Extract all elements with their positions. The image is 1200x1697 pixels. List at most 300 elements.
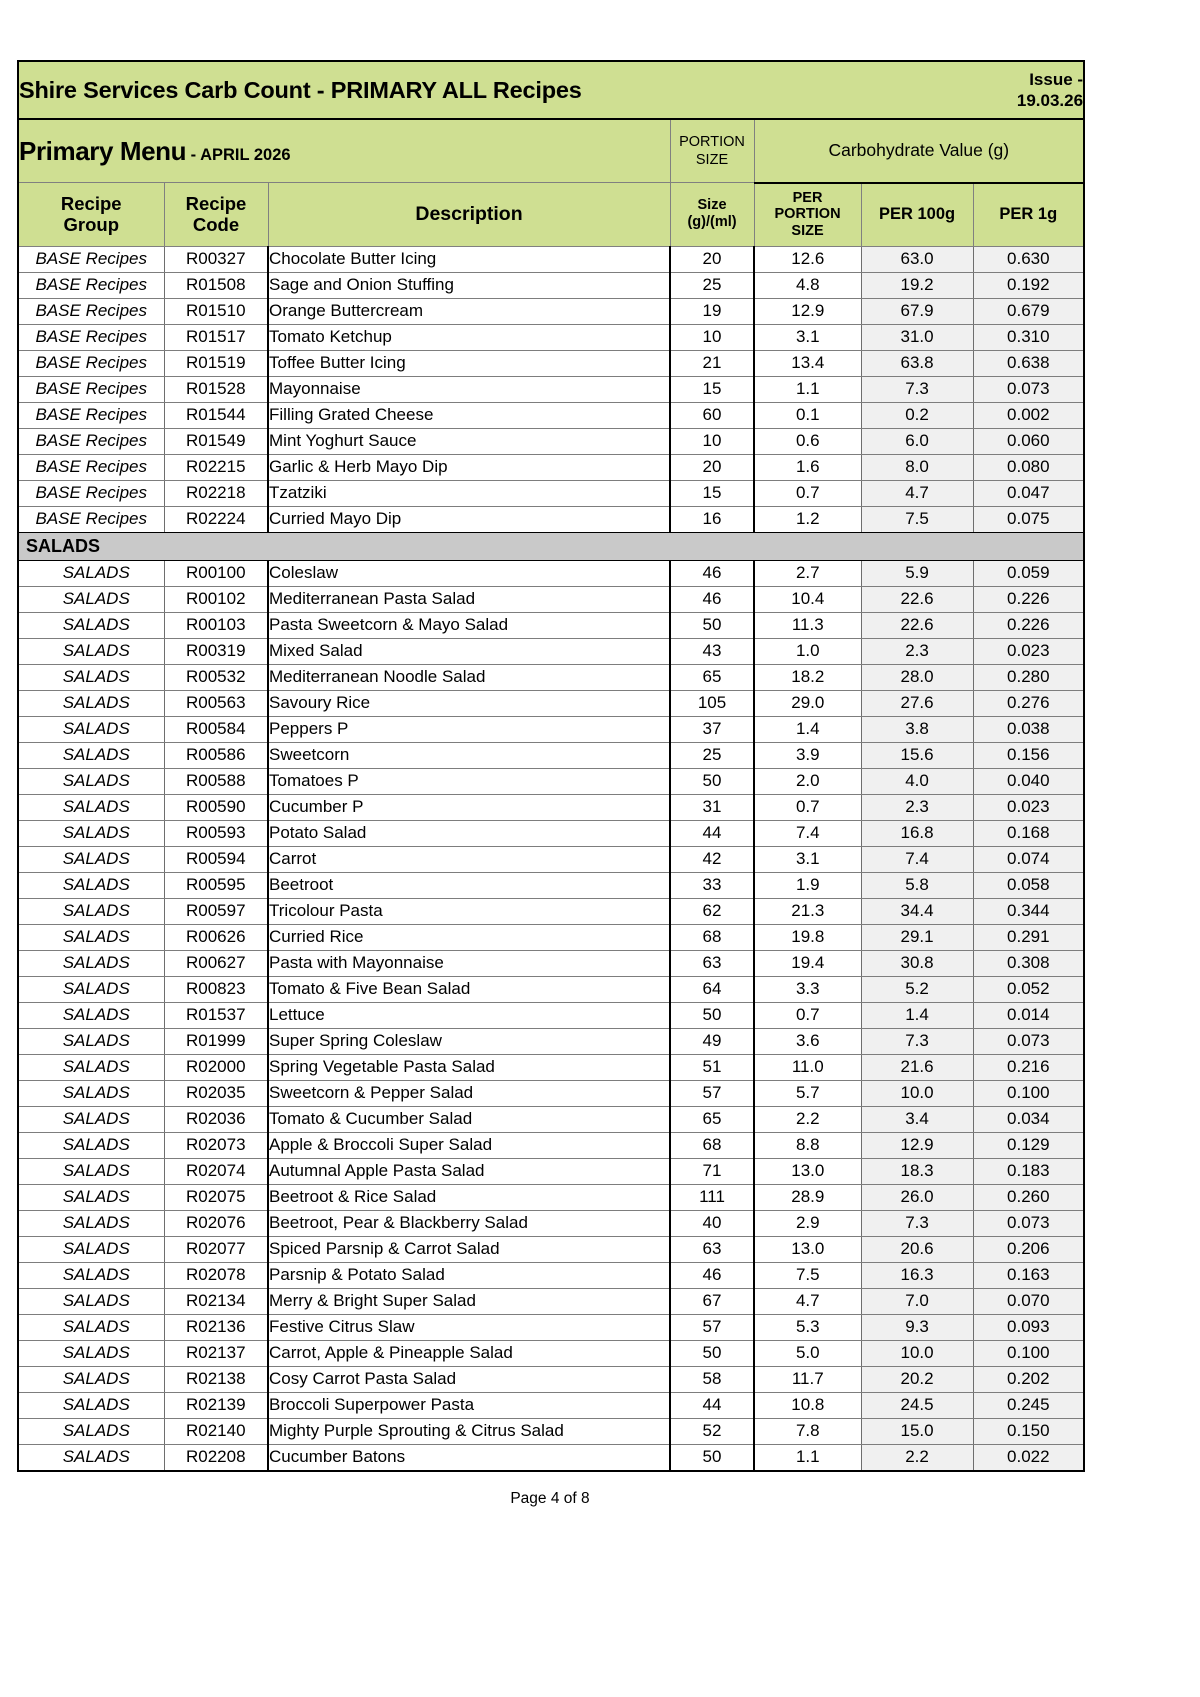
- cell-size: 19: [670, 298, 754, 324]
- cell-recipe-code: R02134: [164, 1288, 268, 1314]
- cell-per-100g: 9.3: [861, 1314, 973, 1340]
- cell-recipe-code: R00532: [164, 664, 268, 690]
- cell-recipe-group: SALADS: [18, 1158, 164, 1184]
- cell-recipe-code: R00823: [164, 976, 268, 1002]
- cell-description: Carrot: [268, 846, 670, 872]
- table-row: [18, 1236, 1084, 1262]
- cell-per-100g: 15.0: [861, 1418, 973, 1444]
- cell-per-1g: 0.059: [973, 560, 1084, 586]
- cell-size: 60: [670, 402, 754, 428]
- cell-size: 15: [670, 376, 754, 402]
- table-row: [18, 1054, 1084, 1080]
- cell-per-1g: 0.074: [973, 846, 1084, 872]
- column-header-row: [18, 183, 1084, 247]
- cell-recipe-group: SALADS: [18, 872, 164, 898]
- cell-per-1g: 0.638: [973, 350, 1084, 376]
- cell-per-portion-size: 1.6: [754, 454, 861, 480]
- cell-per-portion-size: 13.0: [754, 1158, 861, 1184]
- table-body: [18, 246, 1084, 1471]
- cell-per-100g: 4.0: [861, 768, 973, 794]
- cell-recipe-code: R02000: [164, 1054, 268, 1080]
- cell-per-100g: 28.0: [861, 664, 973, 690]
- col-per-portion-size: PER PORTION SIZE: [754, 183, 861, 247]
- cell-per-portion-size: 1.1: [754, 376, 861, 402]
- portion-size-header: [670, 119, 754, 183]
- col-per-1g: PER 1g: [973, 183, 1084, 247]
- cell-recipe-code: R02215: [164, 454, 268, 480]
- cell-per-1g: 0.192: [973, 272, 1084, 298]
- cell-recipe-group: SALADS: [18, 1028, 164, 1054]
- title-row: [18, 61, 1084, 119]
- cell-recipe-code: R00100: [164, 560, 268, 586]
- cell-recipe-group: SALADS: [18, 1080, 164, 1106]
- table-row: [18, 1392, 1084, 1418]
- cell-per-portion-size: 4.7: [754, 1288, 861, 1314]
- issue-block: [754, 61, 1084, 119]
- cell-per-1g: 0.206: [973, 1236, 1084, 1262]
- cell-per-portion-size: 12.9: [754, 298, 861, 324]
- cell-description: Mixed Salad: [268, 638, 670, 664]
- col-per-100g: PER 100g: [861, 183, 973, 247]
- cell-size: 15: [670, 480, 754, 506]
- cell-recipe-group: SALADS: [18, 1366, 164, 1392]
- table-row: [18, 924, 1084, 950]
- cell-recipe-code: R02208: [164, 1444, 268, 1471]
- cell-description: Tomato & Cucumber Salad: [268, 1106, 670, 1132]
- cell-per-100g: 3.8: [861, 716, 973, 742]
- table-row: [18, 272, 1084, 298]
- cell-per-100g: 4.7: [861, 480, 973, 506]
- cell-per-portion-size: 3.1: [754, 324, 861, 350]
- table-row: [18, 586, 1084, 612]
- cell-per-100g: 2.3: [861, 794, 973, 820]
- cell-size: 46: [670, 586, 754, 612]
- table-row: [18, 1210, 1084, 1236]
- cell-per-1g: 0.280: [973, 664, 1084, 690]
- cell-recipe-code: R01508: [164, 272, 268, 298]
- col-recipe-code: Recipe Code: [164, 183, 268, 247]
- cell-recipe-code: R02077: [164, 1236, 268, 1262]
- cell-recipe-code: R00584: [164, 716, 268, 742]
- cell-per-portion-size: 0.7: [754, 1002, 861, 1028]
- cell-per-portion-size: 13.0: [754, 1236, 861, 1262]
- cell-per-1g: 0.100: [973, 1080, 1084, 1106]
- cell-recipe-code: R01528: [164, 376, 268, 402]
- page-footer: Page 4 of 8: [510, 1489, 590, 1507]
- cell-per-100g: 18.3: [861, 1158, 973, 1184]
- table-row: [18, 1002, 1084, 1028]
- cell-per-portion-size: 3.9: [754, 742, 861, 768]
- table-row: [18, 560, 1084, 586]
- cell-description: Parsnip & Potato Salad: [268, 1262, 670, 1288]
- cell-description: Savoury Rice: [268, 690, 670, 716]
- cell-recipe-code: R02218: [164, 480, 268, 506]
- cell-per-1g: 0.022: [973, 1444, 1084, 1471]
- cell-size: 57: [670, 1080, 754, 1106]
- table-row: [18, 1184, 1084, 1210]
- cell-per-100g: 16.8: [861, 820, 973, 846]
- cell-description: Sweetcorn: [268, 742, 670, 768]
- cell-size: 44: [670, 820, 754, 846]
- table-row: [18, 1418, 1084, 1444]
- cell-per-100g: 63.0: [861, 246, 973, 272]
- cell-per-portion-size: 7.8: [754, 1418, 861, 1444]
- cell-per-100g: 22.6: [861, 586, 973, 612]
- carb-count-table: [17, 60, 1085, 1472]
- cell-size: 46: [670, 1262, 754, 1288]
- cell-recipe-code: R00593: [164, 820, 268, 846]
- cell-size: 40: [670, 1210, 754, 1236]
- cell-size: 37: [670, 716, 754, 742]
- cell-description: Curried Rice: [268, 924, 670, 950]
- cell-per-portion-size: 18.2: [754, 664, 861, 690]
- cell-per-1g: 0.226: [973, 586, 1084, 612]
- cell-recipe-code: R01537: [164, 1002, 268, 1028]
- cell-per-portion-size: 0.1: [754, 402, 861, 428]
- cell-recipe-code: R02073: [164, 1132, 268, 1158]
- cell-size: 71: [670, 1158, 754, 1184]
- cell-per-portion-size: 11.3: [754, 612, 861, 638]
- cell-size: 31: [670, 794, 754, 820]
- cell-recipe-code: R02138: [164, 1366, 268, 1392]
- cell-size: 50: [670, 612, 754, 638]
- table-row: [18, 612, 1084, 638]
- cell-description: Festive Citrus Slaw: [268, 1314, 670, 1340]
- table-row: [18, 716, 1084, 742]
- cell-per-portion-size: 3.3: [754, 976, 861, 1002]
- table-row: [18, 794, 1084, 820]
- table-row: [18, 1028, 1084, 1054]
- menu-period: - APRIL 2026: [190, 145, 291, 164]
- cell-description: Chocolate Butter Icing: [268, 246, 670, 272]
- cell-recipe-code: R00327: [164, 246, 268, 272]
- table-row: [18, 454, 1084, 480]
- cell-size: 42: [670, 846, 754, 872]
- cell-recipe-group: SALADS: [18, 1392, 164, 1418]
- cell-recipe-group: SALADS: [18, 820, 164, 846]
- cell-size: 33: [670, 872, 754, 898]
- cell-recipe-code: R00595: [164, 872, 268, 898]
- cell-per-100g: 16.3: [861, 1262, 973, 1288]
- cell-per-1g: 0.060: [973, 428, 1084, 454]
- cell-per-1g: 0.023: [973, 638, 1084, 664]
- cell-size: 10: [670, 428, 754, 454]
- table-row: [18, 690, 1084, 716]
- cell-description: Mayonnaise: [268, 376, 670, 402]
- cell-description: Beetroot: [268, 872, 670, 898]
- cell-description: Sage and Onion Stuffing: [268, 272, 670, 298]
- cell-size: 16: [670, 506, 754, 532]
- cell-recipe-group: SALADS: [18, 690, 164, 716]
- cell-recipe-group: BASE Recipes: [18, 376, 164, 402]
- table-row: [18, 1366, 1084, 1392]
- cell-per-100g: 3.4: [861, 1106, 973, 1132]
- cell-per-1g: 0.183: [973, 1158, 1084, 1184]
- cell-recipe-group: SALADS: [18, 1054, 164, 1080]
- cell-per-1g: 0.260: [973, 1184, 1084, 1210]
- table-row: [18, 324, 1084, 350]
- col-recipe-group: Recipe Group: [18, 183, 164, 247]
- cell-per-100g: 21.6: [861, 1054, 973, 1080]
- cell-recipe-group: SALADS: [18, 742, 164, 768]
- cell-per-100g: 19.2: [861, 272, 973, 298]
- cell-recipe-group: SALADS: [18, 638, 164, 664]
- cell-per-portion-size: 19.4: [754, 950, 861, 976]
- cell-size: 50: [670, 1340, 754, 1366]
- table-row: [18, 1262, 1084, 1288]
- cell-per-1g: 0.058: [973, 872, 1084, 898]
- cell-size: 50: [670, 768, 754, 794]
- table-row: [18, 298, 1084, 324]
- cell-per-portion-size: 5.3: [754, 1314, 861, 1340]
- cell-per-1g: 0.073: [973, 1210, 1084, 1236]
- cell-per-1g: 0.276: [973, 690, 1084, 716]
- cell-size: 65: [670, 664, 754, 690]
- cell-size: 20: [670, 454, 754, 480]
- portion-size-line2: SIZE: [695, 152, 729, 168]
- cell-recipe-code: R02140: [164, 1418, 268, 1444]
- cell-per-1g: 0.344: [973, 898, 1084, 924]
- table-row: [18, 402, 1084, 428]
- cell-per-100g: 31.0: [861, 324, 973, 350]
- table-row: [18, 742, 1084, 768]
- cell-per-1g: 0.073: [973, 376, 1084, 402]
- cell-per-100g: 26.0: [861, 1184, 973, 1210]
- cell-per-100g: 67.9: [861, 298, 973, 324]
- cell-per-portion-size: 11.7: [754, 1366, 861, 1392]
- cell-per-portion-size: 4.8: [754, 272, 861, 298]
- cell-per-100g: 7.4: [861, 846, 973, 872]
- table-row: [18, 846, 1084, 872]
- cell-per-1g: 0.245: [973, 1392, 1084, 1418]
- cell-description: Spiced Parsnip & Carrot Salad: [268, 1236, 670, 1262]
- cell-per-portion-size: 5.7: [754, 1080, 861, 1106]
- table-row: [18, 664, 1084, 690]
- cell-recipe-group: BASE Recipes: [18, 480, 164, 506]
- cell-recipe-code: R01544: [164, 402, 268, 428]
- cell-per-100g: 27.6: [861, 690, 973, 716]
- cell-recipe-group: BASE Recipes: [18, 350, 164, 376]
- cell-recipe-code: R01999: [164, 1028, 268, 1054]
- cell-description: Tomatoes P: [268, 768, 670, 794]
- cell-per-portion-size: 12.6: [754, 246, 861, 272]
- cell-per-portion-size: 2.7: [754, 560, 861, 586]
- cell-per-100g: 10.0: [861, 1080, 973, 1106]
- cell-recipe-code: R00590: [164, 794, 268, 820]
- cell-size: 46: [670, 560, 754, 586]
- cell-per-100g: 5.8: [861, 872, 973, 898]
- cell-description: Toffee Butter Icing: [268, 350, 670, 376]
- cell-per-1g: 0.226: [973, 612, 1084, 638]
- cell-description: Autumnal Apple Pasta Salad: [268, 1158, 670, 1184]
- cell-description: Tricolour Pasta: [268, 898, 670, 924]
- table-row: [18, 428, 1084, 454]
- issue-label: Issue -: [1029, 69, 1084, 89]
- table-row: [18, 246, 1084, 272]
- cell-per-portion-size: 8.8: [754, 1132, 861, 1158]
- cell-description: Broccoli Superpower Pasta: [268, 1392, 670, 1418]
- cell-recipe-group: SALADS: [18, 898, 164, 924]
- cell-size: 52: [670, 1418, 754, 1444]
- table-row: [18, 820, 1084, 846]
- cell-per-1g: 0.291: [973, 924, 1084, 950]
- cell-description: Cosy Carrot Pasta Salad: [268, 1366, 670, 1392]
- cell-recipe-group: BASE Recipes: [18, 272, 164, 298]
- cell-per-portion-size: 29.0: [754, 690, 861, 716]
- cell-recipe-group: SALADS: [18, 1340, 164, 1366]
- cell-per-100g: 2.2: [861, 1444, 973, 1471]
- cell-recipe-group: SALADS: [18, 716, 164, 742]
- cell-per-100g: 6.0: [861, 428, 973, 454]
- cell-recipe-group: BASE Recipes: [18, 246, 164, 272]
- cell-per-100g: 24.5: [861, 1392, 973, 1418]
- cell-recipe-code: R00103: [164, 612, 268, 638]
- table-row: [18, 1080, 1084, 1106]
- cell-description: Mediterranean Pasta Salad: [268, 586, 670, 612]
- cell-description: Beetroot & Rice Salad: [268, 1184, 670, 1210]
- cell-per-portion-size: 21.3: [754, 898, 861, 924]
- cell-per-100g: 29.1: [861, 924, 973, 950]
- cell-per-1g: 0.216: [973, 1054, 1084, 1080]
- cell-per-portion-size: 2.2: [754, 1106, 861, 1132]
- cell-description: Super Spring Coleslaw: [268, 1028, 670, 1054]
- cell-per-100g: 1.4: [861, 1002, 973, 1028]
- cell-per-100g: 20.2: [861, 1366, 973, 1392]
- cell-size: 63: [670, 1236, 754, 1262]
- cell-per-portion-size: 7.4: [754, 820, 861, 846]
- cell-recipe-group: SALADS: [18, 1184, 164, 1210]
- cell-description: Filling Grated Cheese: [268, 402, 670, 428]
- cell-recipe-code: R02224: [164, 506, 268, 532]
- cell-size: 63: [670, 950, 754, 976]
- cell-size: 111: [670, 1184, 754, 1210]
- cell-per-portion-size: 1.1: [754, 1444, 861, 1471]
- col-size: Size (g)/(ml): [670, 183, 754, 247]
- cell-recipe-code: R01519: [164, 350, 268, 376]
- cell-description: Mediterranean Noodle Salad: [268, 664, 670, 690]
- cell-size: 51: [670, 1054, 754, 1080]
- cell-recipe-group: SALADS: [18, 1314, 164, 1340]
- issue-date: 19.03.26: [1016, 91, 1084, 110]
- cell-recipe-code: R00319: [164, 638, 268, 664]
- cell-per-1g: 0.308: [973, 950, 1084, 976]
- cell-description: Mint Yoghurt Sauce: [268, 428, 670, 454]
- cell-size: 58: [670, 1366, 754, 1392]
- cell-recipe-group: SALADS: [18, 586, 164, 612]
- table-row: [18, 1106, 1084, 1132]
- cell-recipe-group: SALADS: [18, 612, 164, 638]
- cell-per-portion-size: 11.0: [754, 1054, 861, 1080]
- table-row: [18, 1158, 1084, 1184]
- cell-recipe-group: SALADS: [18, 560, 164, 586]
- cell-per-portion-size: 28.9: [754, 1184, 861, 1210]
- cell-description: Tzatziki: [268, 480, 670, 506]
- cell-description: Lettuce: [268, 1002, 670, 1028]
- cell-recipe-code: R02074: [164, 1158, 268, 1184]
- cell-description: Cucumber P: [268, 794, 670, 820]
- cell-description: Tomato & Five Bean Salad: [268, 976, 670, 1002]
- cell-per-1g: 0.075: [973, 506, 1084, 532]
- cell-per-1g: 0.156: [973, 742, 1084, 768]
- cell-recipe-group: SALADS: [18, 924, 164, 950]
- cell-per-1g: 0.163: [973, 1262, 1084, 1288]
- cell-recipe-code: R00586: [164, 742, 268, 768]
- cell-description: Merry & Bright Super Salad: [268, 1288, 670, 1314]
- table-row: [18, 480, 1084, 506]
- cell-recipe-code: R00626: [164, 924, 268, 950]
- cell-recipe-group: BASE Recipes: [18, 324, 164, 350]
- cell-recipe-group: SALADS: [18, 1288, 164, 1314]
- cell-size: 68: [670, 924, 754, 950]
- table-row: [18, 898, 1084, 924]
- cell-size: 44: [670, 1392, 754, 1418]
- cell-recipe-group: SALADS: [18, 1132, 164, 1158]
- cell-per-1g: 0.002: [973, 402, 1084, 428]
- cell-recipe-group: SALADS: [18, 1002, 164, 1028]
- cell-description: Spring Vegetable Pasta Salad: [268, 1054, 670, 1080]
- cell-recipe-group: BASE Recipes: [18, 428, 164, 454]
- cell-recipe-code: R00563: [164, 690, 268, 716]
- portion-size-line1: PORTION: [679, 133, 745, 150]
- cell-description: Pasta Sweetcorn & Mayo Salad: [268, 612, 670, 638]
- cell-recipe-group: SALADS: [18, 1210, 164, 1236]
- cell-recipe-group: SALADS: [18, 664, 164, 690]
- cell-recipe-code: R00594: [164, 846, 268, 872]
- cell-per-1g: 0.202: [973, 1366, 1084, 1392]
- cell-per-portion-size: 10.4: [754, 586, 861, 612]
- cell-per-1g: 0.310: [973, 324, 1084, 350]
- table-row: [18, 350, 1084, 376]
- cell-per-portion-size: 13.4: [754, 350, 861, 376]
- table-row: [18, 1444, 1084, 1471]
- cell-per-portion-size: 10.8: [754, 1392, 861, 1418]
- cell-per-100g: 12.9: [861, 1132, 973, 1158]
- cell-per-100g: 0.2: [861, 402, 973, 428]
- cell-size: 25: [670, 272, 754, 298]
- menu-row: [18, 119, 1084, 183]
- cell-description: Cucumber Batons: [268, 1444, 670, 1471]
- cell-description: Peppers P: [268, 716, 670, 742]
- table-row: [18, 950, 1084, 976]
- cell-recipe-code: R01510: [164, 298, 268, 324]
- cell-per-1g: 0.040: [973, 768, 1084, 794]
- menu-title: Primary Menu: [19, 135, 187, 166]
- table-row: [18, 1132, 1084, 1158]
- cell-recipe-group: SALADS: [18, 1262, 164, 1288]
- cell-description: Tomato Ketchup: [268, 324, 670, 350]
- cell-recipe-group: SALADS: [18, 1444, 164, 1471]
- cell-per-portion-size: 1.0: [754, 638, 861, 664]
- cell-size: 50: [670, 1444, 754, 1471]
- cell-recipe-group: SALADS: [18, 794, 164, 820]
- cell-per-portion-size: 3.6: [754, 1028, 861, 1054]
- cell-per-1g: 0.093: [973, 1314, 1084, 1340]
- cell-recipe-code: R02139: [164, 1392, 268, 1418]
- cell-per-100g: 7.3: [861, 376, 973, 402]
- table-row: [18, 872, 1084, 898]
- table-row: [18, 376, 1084, 402]
- cell-recipe-code: R02078: [164, 1262, 268, 1288]
- cell-size: 65: [670, 1106, 754, 1132]
- cell-recipe-code: R00627: [164, 950, 268, 976]
- table-row: [18, 976, 1084, 1002]
- cell-per-1g: 0.073: [973, 1028, 1084, 1054]
- cell-recipe-code: R02076: [164, 1210, 268, 1236]
- cell-per-1g: 0.034: [973, 1106, 1084, 1132]
- cell-per-100g: 5.2: [861, 976, 973, 1002]
- cell-recipe-code: R00597: [164, 898, 268, 924]
- cell-recipe-code: R02136: [164, 1314, 268, 1340]
